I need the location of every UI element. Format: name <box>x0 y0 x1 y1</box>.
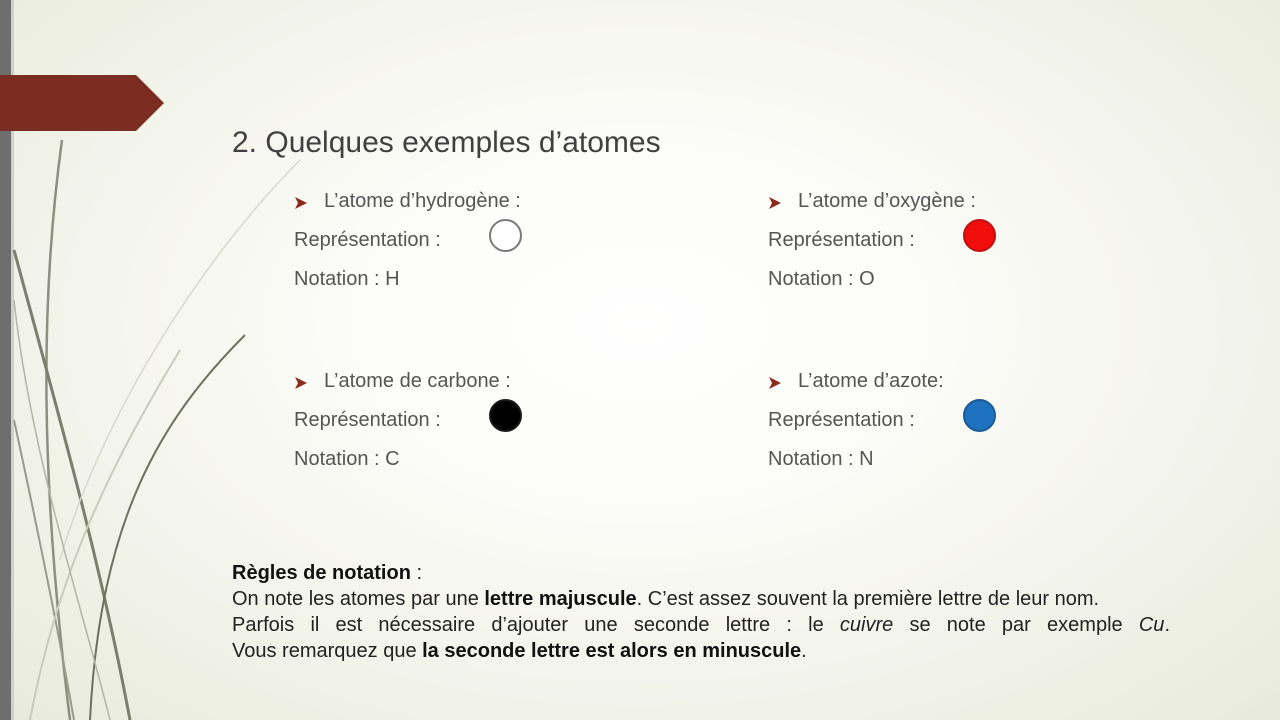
atom-heading: L’atome d’oxygène : <box>798 190 976 212</box>
rules-line-3 <box>232 638 1170 664</box>
atom-heading: L’atome de carbone : <box>324 370 511 392</box>
bullet-arrow-icon <box>768 376 782 390</box>
atom-nitrogen <box>768 370 1098 478</box>
representation-label: Représentation : <box>768 409 915 431</box>
atom-circle-icon <box>489 399 522 432</box>
atom-carbon <box>294 370 624 478</box>
rules-text: . <box>1164 614 1170 636</box>
notation-text: Notation : C <box>294 448 400 470</box>
title-banner-arrow <box>0 75 164 131</box>
rules-text: . C’est assez souvent la première lettre de leur nom. <box>636 588 1100 610</box>
representation-label: Représentation : <box>294 409 441 431</box>
rules-bold-text: lettre majuscule <box>484 588 637 610</box>
rules-heading-line <box>232 560 1170 586</box>
rules-text: On note les atomes par une <box>232 588 485 610</box>
representation-label: Représentation : <box>768 229 915 251</box>
slide-title: 2. Quelques exemples d’atomes <box>232 126 661 159</box>
representation-label: Représentation : <box>294 229 441 251</box>
rules-italic-text: cuivre <box>839 614 894 636</box>
rules-text: Vous remarquez que <box>232 640 423 662</box>
atom-circle-icon <box>963 219 996 252</box>
atom-heading: L’atome d’hydrogène : <box>324 190 521 212</box>
rules-heading-colon: : <box>410 562 423 584</box>
atom-circle-icon <box>489 219 522 252</box>
bullet-arrow-icon <box>294 196 308 210</box>
rules-line-2 <box>232 612 1170 638</box>
notation-text: Notation : O <box>768 268 875 290</box>
rules-heading: Règles de notation <box>232 562 411 584</box>
rules-text: Parfois il est nécessaire d’ajouter une seconde lettre : le <box>232 614 840 636</box>
notation-text: Notation : H <box>294 268 400 290</box>
atom-oxygen <box>768 190 1098 298</box>
rules-line-1 <box>232 586 1170 612</box>
bullet-arrow-icon <box>768 196 782 210</box>
rules-text: . <box>801 640 807 662</box>
notation-text: Notation : N <box>768 448 874 470</box>
bullet-arrow-icon <box>294 376 308 390</box>
atom-heading: L’atome d’azote: <box>798 370 944 392</box>
rules-text: se note par exemple <box>893 614 1139 636</box>
rules-bold-text: la seconde lettre est alors en minuscule <box>422 640 802 662</box>
notation-rules <box>232 560 1170 664</box>
atom-circle-icon <box>963 399 996 432</box>
rules-italic-text: Cu <box>1138 614 1165 636</box>
atom-hydrogen <box>294 190 624 298</box>
